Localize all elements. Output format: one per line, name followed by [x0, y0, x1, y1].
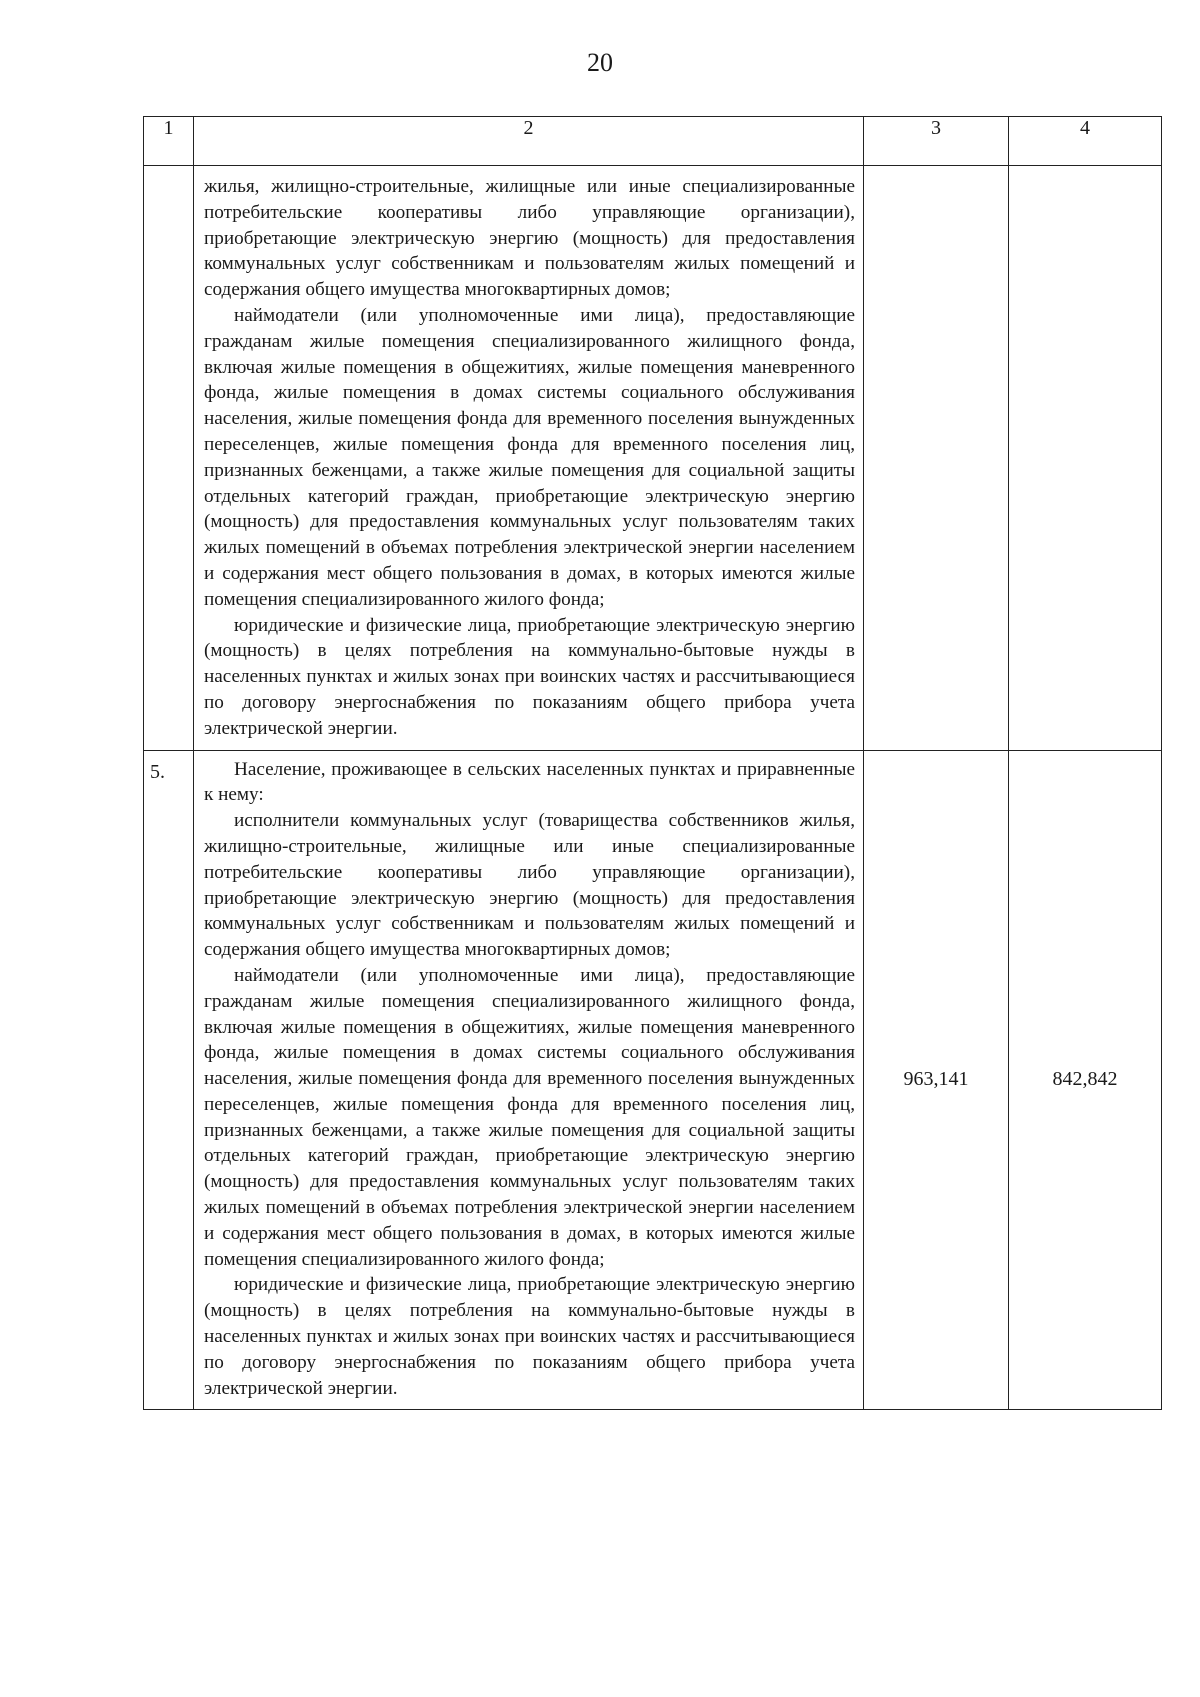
- paragraph: юридические и физические лица, приобретающие электрическую энергию (мощность) в целях потребления на коммунально-бытовые нужды в населенных пунктах и жилых зонах при воинских частях и рассчитывающиеся по договору энергоснабжения по показаниям общего прибора учета электрической энергии.: [204, 614, 855, 739]
- table-header-row: [144, 117, 1162, 166]
- paragraph: жилья, жилищно-строительные, жилищные или иные специализированные потребительские кооперативы либо управляющие организации), приобретающие электрическую энергию (мощность) для предоставления коммунальных услуг собственникам и пользователям жилых помещений и содержания общего имущества многоквартирных домов;: [204, 176, 855, 301]
- page-number: 20: [587, 48, 613, 77]
- row-value-col3: [864, 166, 1009, 751]
- header-cell-2: 2: [194, 117, 864, 166]
- table-row: [144, 166, 1162, 751]
- header-cell-4: 4: [1009, 117, 1162, 166]
- row-value-col4: [1009, 166, 1162, 751]
- row-value-col3: 963,141: [864, 750, 1009, 1410]
- header-cell-3: 3: [864, 117, 1009, 166]
- row-number-cell: 5.: [144, 750, 194, 1410]
- paragraph: Население, проживающее в сельских населенных пунктах и приравненные к нему:: [204, 758, 855, 806]
- row-description-cell: [194, 166, 864, 751]
- row-value-col4: 842,842: [1009, 750, 1162, 1410]
- header-cell-1: 1: [144, 117, 194, 166]
- row-description-cell: [194, 750, 864, 1410]
- row-number-cell: [144, 166, 194, 751]
- paragraph: исполнители коммунальных услуг (товарищества собственников жилья, жилищно-строительные, жилищные или иные специализированные потребительские кооперативы либо управляющие организации), приобретающие электрическую энергию (мощность) для предоставления коммунальных услуг собственникам и пользователям жилых помещений и содержания общего имущества многоквартирных домов;: [204, 810, 855, 961]
- paragraph: наймодатели (или уполномоченные ими лица), предоставляющие гражданам жилые помещения специализированного жилищного фонда, включая жилые помещения в общежитиях, жилые помещения маневренного фонда, жилые помещения в домах системы социального обслуживания населения, жилые помещения фонда для временного поселения вынужденных переселенцев, жилые помещения фонда для временного поселения лиц, признанных беженцами, а также жилые помещения для социальной защиты отдельных категорий граждан, приобретающие электрическую энергию (мощность) для предоставления коммунальных услуг пользователям таких жилых помещений в объемах потребления электрической энергии населением и содержания мест общего пользования в домах, в которых имеются жилые помещения специализированного жилого фонда;: [204, 304, 855, 610]
- table-row: [144, 750, 1162, 1410]
- tariff-table: [143, 116, 1162, 1410]
- paragraph: юридические и физические лица, приобретающие электрическую энергию (мощность) в целях потребления на коммунально-бытовые нужды в населенных пунктах и жилых зонах при воинских частях и рассчитывающиеся по договору энергоснабжения по показаниям общего прибора учета электрической энергии.: [204, 1274, 855, 1399]
- paragraph: наймодатели (или уполномоченные ими лица), предоставляющие гражданам жилые помещения специализированного жилищного фонда, включая жилые помещения в общежитиях, жилые помещения маневренного фонда, жилые помещения в домах системы социального обслуживания населения, жилые помещения фонда для временного поселения вынужденных переселенцев, жилые помещения фонда для временного поселения лиц, признанных беженцами, а также жилые помещения для социальной защиты отдельных категорий граждан, приобретающие электрическую энергию (мощность) для предоставления коммунальных услуг пользователям таких жилых помещений в объемах потребления электрической энергии населением и содержания мест общего пользования в домах, в которых имеются жилые помещения специализированного жилого фонда;: [204, 964, 855, 1270]
